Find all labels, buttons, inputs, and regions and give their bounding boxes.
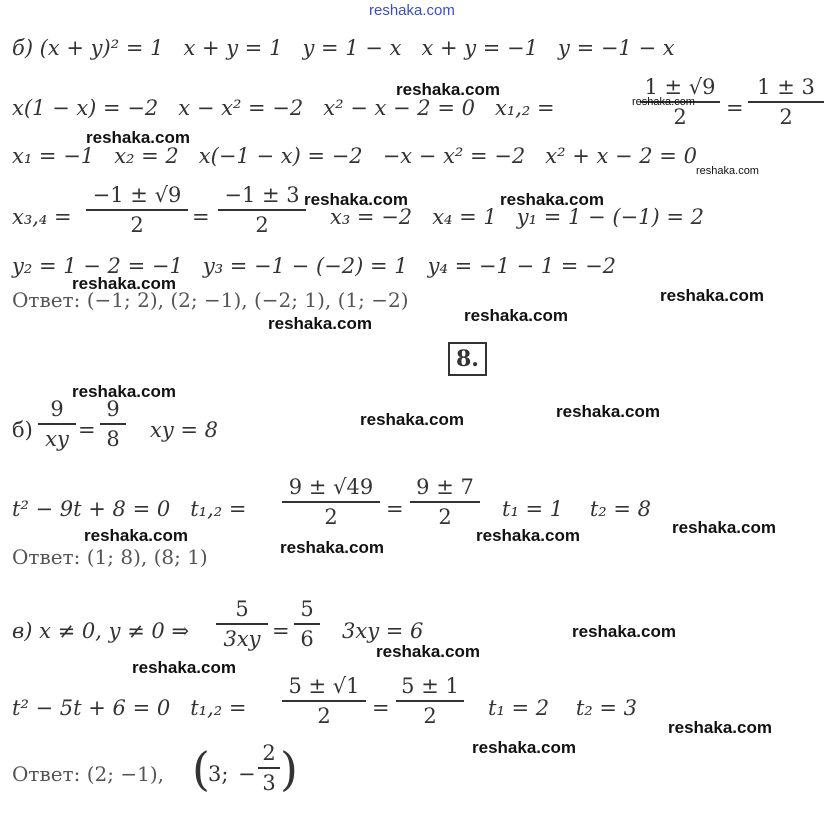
fraction-bar [396,700,464,702]
watermark: reshaka.com [304,190,408,209]
site-watermark: reshaka.com [369,2,455,19]
task-number-box: 8. [448,342,487,376]
watermark: reshaka.com [72,382,176,401]
fraction-bar [258,767,280,769]
watermark: reshaka.com [280,538,384,557]
watermark: reshaka.com [86,128,190,147]
b8-roots: t₁ = 1 t₂ = 8 [502,497,652,521]
fraction-numerator: 9 [50,397,64,421]
fraction-denominator: 2 [423,703,437,728]
b7-line-5: y₂ = 1 − 2 = −1 y₃ = −1 − (−2) = 1 y₄ = −1 − 1 = −2 [12,254,617,278]
equals-sign: = [372,696,390,720]
v8-line-2-lhs: t² − 5t + 6 = 0 t₁,₂ = [12,696,247,720]
b7-fraction-4 [218,182,306,238]
v8-roots: t₁ = 2 t₂ = 3 [488,696,638,720]
fraction-bar [216,623,268,625]
b7-line-2: x(1 − x) = −2 x − x² = −2 x² − x − 2 = 0 x₁,₂ = [12,96,555,120]
fraction-numerator: 9 ± 7 [416,475,474,499]
b8-equation: xy = 8 [150,418,219,442]
v8-answer-x: 3; [208,762,229,786]
fraction-bar [86,209,188,211]
fraction-numerator: 5 ± 1 [401,674,459,698]
v8-answer-prefix: Ответ: (2; −1), [12,762,164,786]
v8-fraction-2 [294,596,320,652]
watermark: reshaka.com [72,274,176,293]
watermark: reshaka.com [672,518,776,537]
watermark: reshaka.com [360,410,464,429]
fraction-numerator: −1 ± √9 [92,183,182,207]
b8-fraction-1 [38,396,76,452]
watermark: reshaka.com [376,642,480,661]
watermark: reshaka.com [556,402,660,421]
fraction-numerator: 1 ± √9 [644,75,716,99]
equals-sign: = [78,418,96,442]
watermark: reshaka.com [396,80,500,99]
fraction-denominator: 2 [673,104,687,129]
b8-prefix: б) [12,418,33,442]
fraction-denominator: 2 [779,104,793,129]
fraction-bar [100,423,126,425]
watermark: reshaka.com [476,526,580,545]
b7-line-3: x₁ = −1 x₂ = 2 x(−1 − x) = −2 −x − x² = −2 x² + x − 2 = 0 [12,144,697,168]
fraction-bar [282,501,380,503]
watermark: reshaka.com [472,738,576,757]
b7-fraction-2 [748,74,824,130]
fraction-numerator: 9 [106,397,120,421]
fraction-denominator: 3xy [223,626,261,651]
fraction-bar [218,209,306,211]
fraction-denominator: 2 [324,504,338,529]
fraction-denominator: 2 [317,703,331,728]
b7-fraction-3 [86,182,188,238]
b8-fraction-3 [282,474,380,530]
fraction-numerator: 2 [262,741,276,765]
fraction-numerator: 5 ± √1 [288,674,360,698]
v8-fraction-3 [282,673,366,729]
left-parenthesis: ( [192,742,210,796]
b8-answer: Ответ: (1; 8), (8; 1) [12,545,208,569]
b7-line-1: б) (x + y)² = 1 x + y = 1 y = 1 − x x + y = −1 y = −1 − x [12,36,675,60]
v8-equation: 3xy = 6 [342,619,424,643]
fraction-bar [294,623,320,625]
fraction-numerator: 5 [300,597,314,621]
fraction-bar [38,423,76,425]
fraction-denominator: 2 [438,504,452,529]
equals-sign: = [386,497,404,521]
fraction-bar [748,101,824,103]
minus-sign: − [238,762,256,786]
fraction-denominator: 8 [106,426,120,451]
fraction-denominator: 6 [300,626,314,651]
b7-answer: Ответ: (−1; 2), (2; −1), (−2; 1), (1; −2) [12,288,409,312]
fraction-denominator: xy [45,426,69,451]
v8-prefix: в) x ≠ 0, y ≠ 0 ⇒ [12,619,190,643]
v8-fraction-4 [396,673,464,729]
fraction-bar [282,700,366,702]
watermark: reshaka.com [268,314,372,333]
equals-sign: = [272,619,290,643]
fraction-numerator: 9 ± √49 [288,475,374,499]
equals-sign: = [192,205,210,229]
v8-fraction-1 [216,596,268,652]
watermark: reshaka.com [632,96,695,108]
fraction-numerator: −1 ± 3 [224,183,300,207]
fraction-denominator: 2 [255,212,269,237]
watermark: reshaka.com [132,658,236,677]
b8-fraction-2 [100,396,126,452]
watermark: reshaka.com [696,165,759,177]
b8-line-2-lhs: t² − 9t + 8 = 0 t₁,₂ = [12,497,247,521]
equals-sign: = [726,96,744,120]
watermark: reshaka.com [500,190,604,209]
right-parenthesis: ) [280,742,298,796]
fraction-denominator: 2 [130,212,144,237]
b7-line-4-lhs: x₃,₄ = [12,205,72,229]
v8-answer-fraction [258,740,280,796]
watermark: reshaka.com [464,306,568,325]
watermark: reshaka.com [668,718,772,737]
fraction-bar [410,501,480,503]
watermark: reshaka.com [660,286,764,305]
watermark: reshaka.com [84,526,188,545]
b8-fraction-4 [410,474,480,530]
fraction-denominator: 3 [262,770,276,795]
fraction-numerator: 1 ± 3 [757,75,815,99]
b7-line-4-rest: x₃ = −2 x₄ = 1 y₁ = 1 − (−1) = 2 [330,205,704,229]
watermark: reshaka.com [572,622,676,641]
fraction-numerator: 5 [235,597,249,621]
